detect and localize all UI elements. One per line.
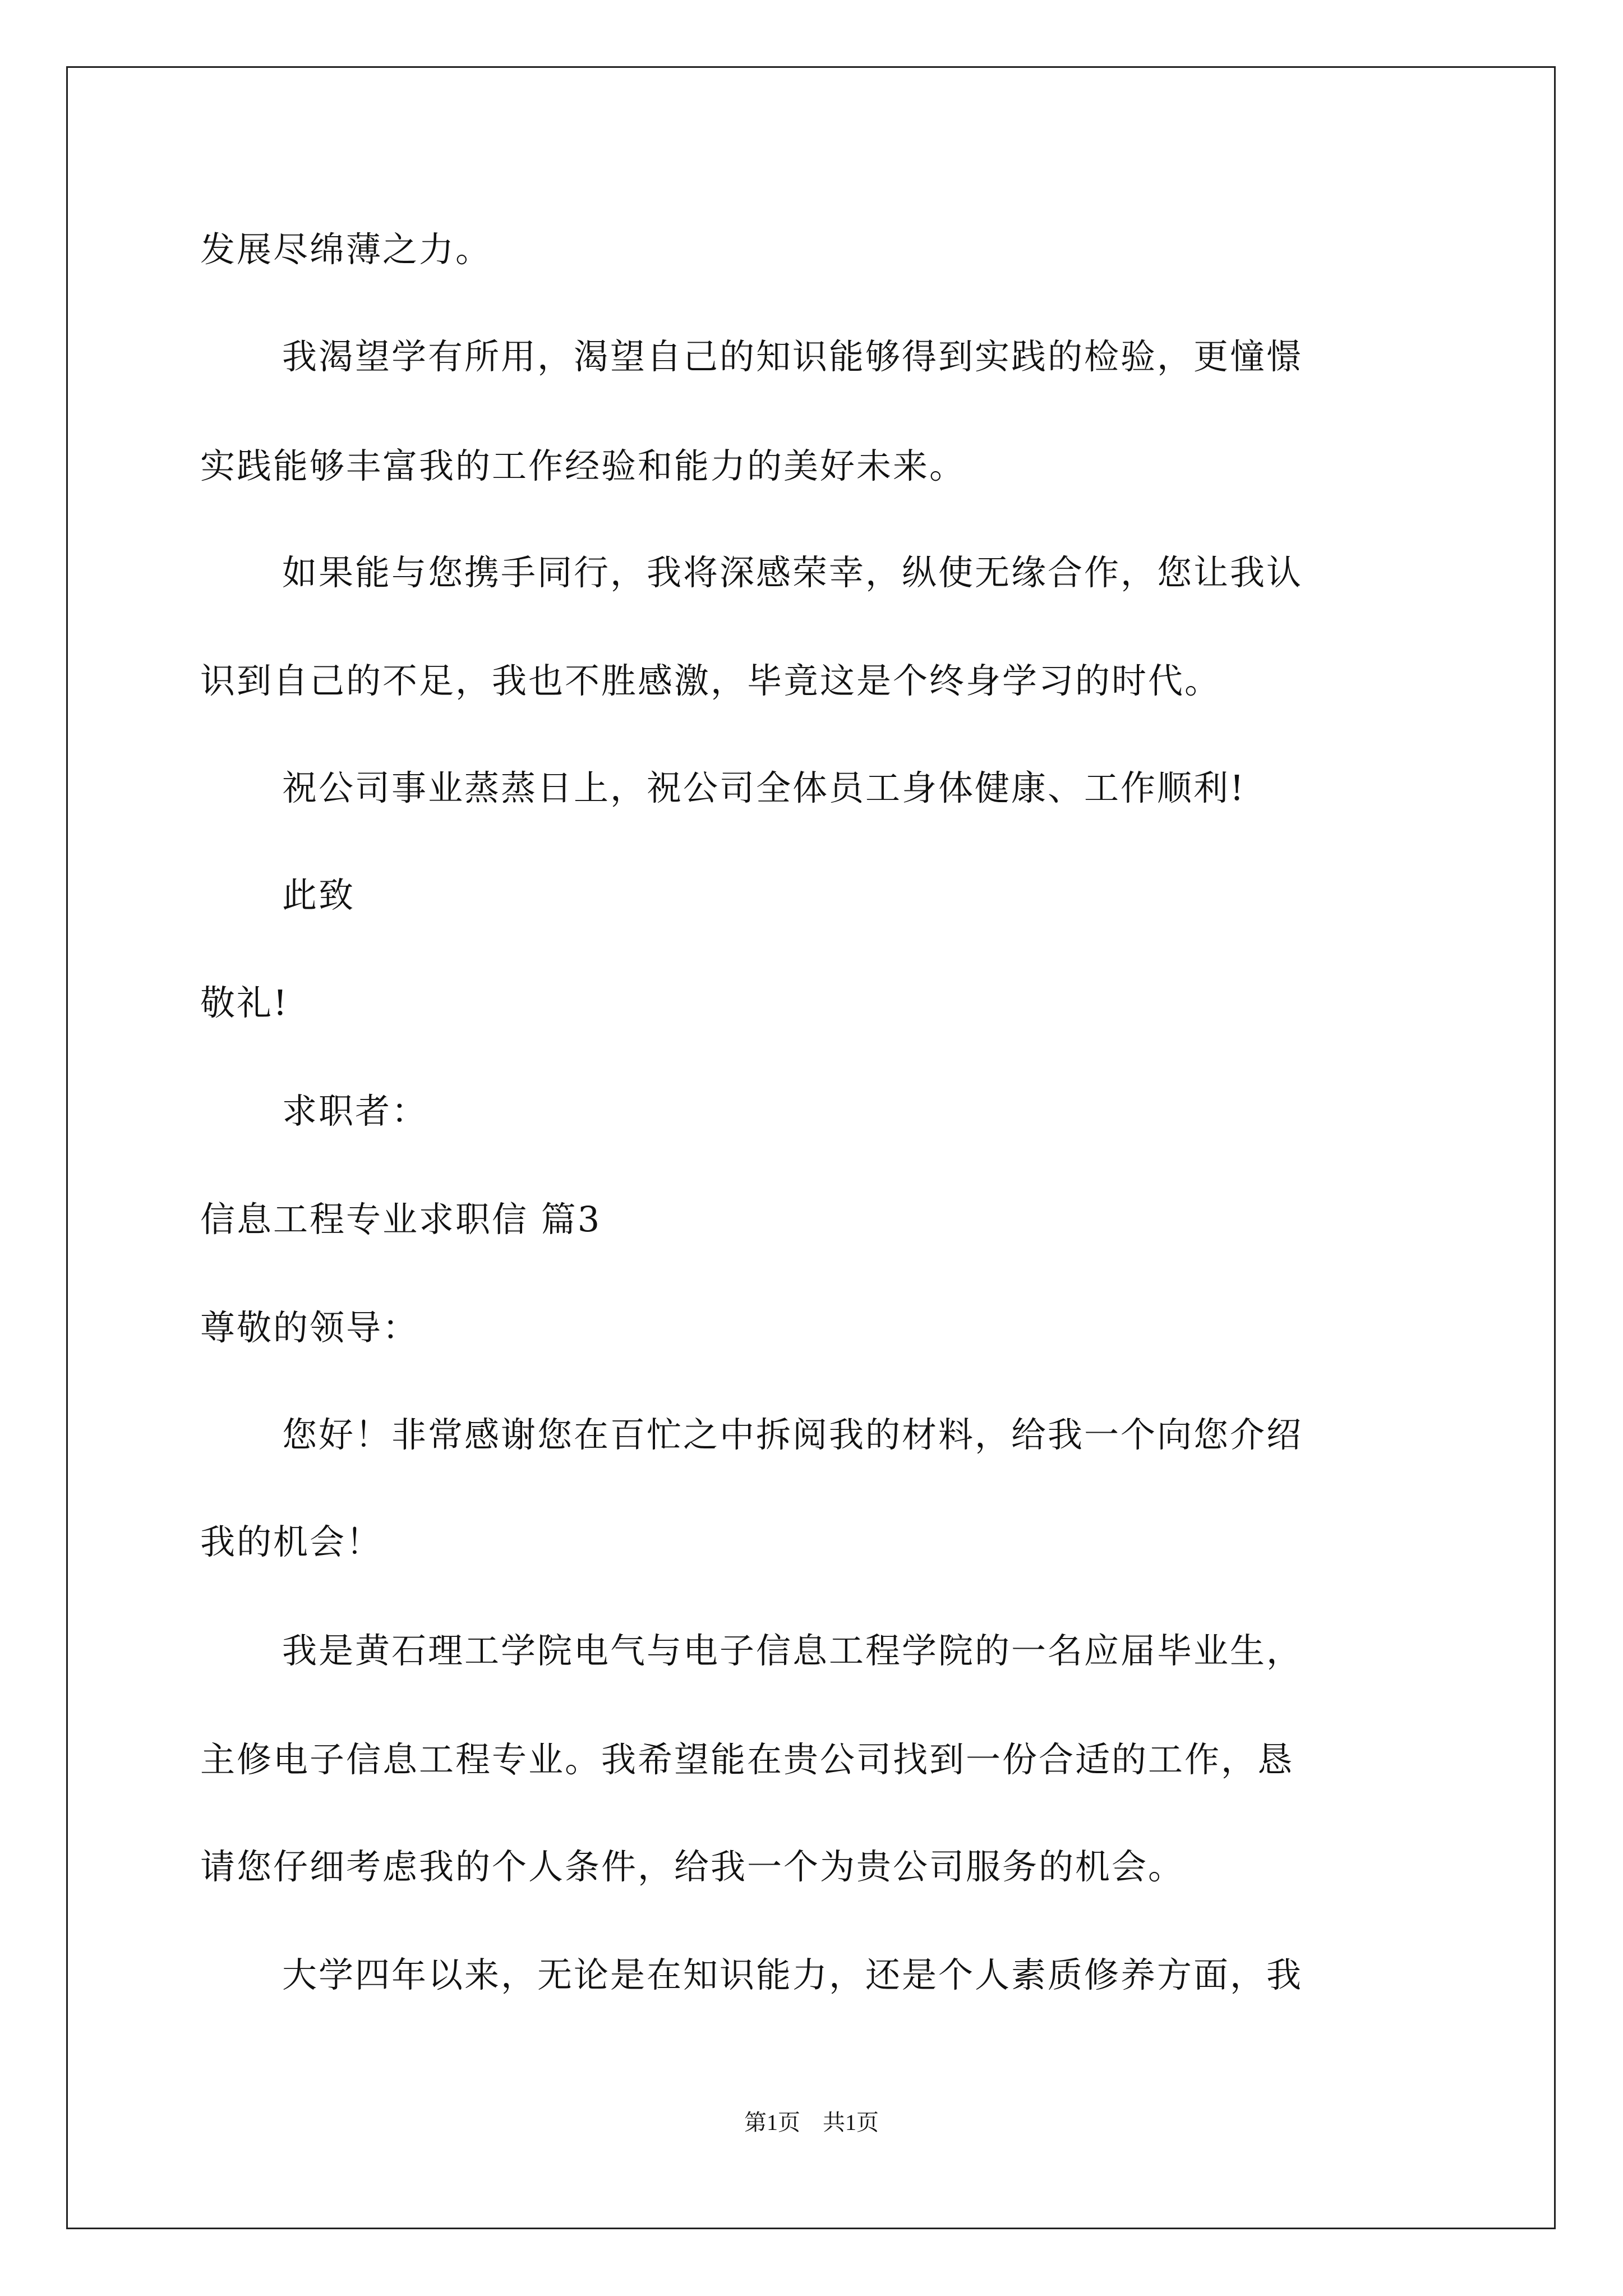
text-line: 主修电子信息工程专业。我希望能在贵公司找到一份合适的工作，恳 <box>200 1739 1294 1780</box>
text-line: 您好！非常感谢您在百忙之中拆阅我的材料，给我一个向您介绍 <box>282 1414 1303 1455</box>
text-line: 请您仔细考虑我的个人条件，给我一个为贵公司服务的机会。 <box>200 1846 1185 1887</box>
text-line: 祝公司事业蒸蒸日上，祝公司全体员工身体健康、工作顺利! <box>282 767 1246 808</box>
text-line: 我的机会！ <box>200 1521 383 1562</box>
text-line: 求职者： <box>282 1091 428 1131</box>
text-line: 如果能与您携手同行，我将深感荣幸，纵使无缘合作，您让我认 <box>282 552 1303 593</box>
text-line: 我渴望学有所用，渴望自己的知识能够得到实践的检验，更憧憬 <box>282 336 1303 377</box>
text-line: 实践能够丰富我的工作经验和能力的美好未来。 <box>200 445 966 486</box>
text-line: 我是黄石理工学院电气与电子信息工程学院的一名应届毕业生， <box>282 1630 1303 1671</box>
text-line: 敬礼! <box>200 982 289 1023</box>
text-line: 发展尽绵薄之力。 <box>200 229 492 270</box>
page-number-footer: 第1页 共1页 <box>744 2110 879 2135</box>
text-line: 识到自己的不足，我也不胜感激，毕竟这是个终身学习的时代。 <box>200 660 1221 701</box>
section-heading: 信息工程专业求职信 篇3 <box>200 1199 602 1240</box>
text-line: 此致 <box>282 875 356 915</box>
text-line: 大学四年以来，无论是在知识能力，还是个人素质修养方面，我 <box>282 1954 1303 1995</box>
text-line: 尊敬的领导： <box>200 1307 419 1348</box>
